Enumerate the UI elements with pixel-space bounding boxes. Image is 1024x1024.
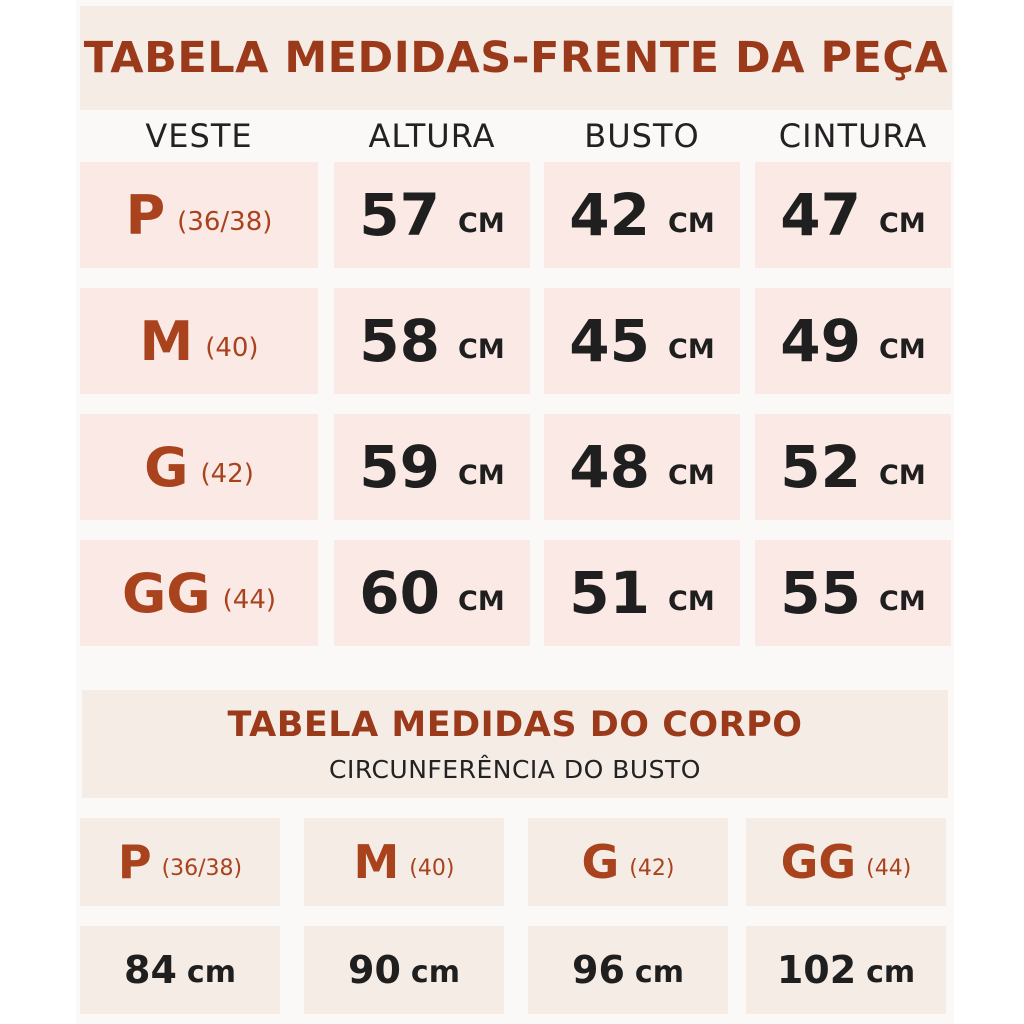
- measure-unit: CM: [668, 207, 715, 239]
- size-cell-gg: [80, 540, 318, 646]
- measure-value: 45: [569, 307, 651, 375]
- body-value-cell-gg: [746, 926, 946, 1014]
- body-size-cell-m: [304, 818, 504, 906]
- measure-value: 55: [780, 559, 862, 627]
- size-letter: G: [581, 835, 620, 889]
- size-letter: M: [353, 835, 400, 889]
- measure-unit: CM: [668, 333, 715, 365]
- size-cell-g: [80, 414, 318, 520]
- body-size-cell-gg: [746, 818, 946, 906]
- measure-value: 60: [359, 559, 441, 627]
- busto-cell-p: [544, 162, 740, 268]
- measure-unit: CM: [458, 585, 505, 617]
- body-table-header: [82, 690, 948, 798]
- size-letter: P: [117, 835, 152, 889]
- measure-unit: CM: [879, 585, 926, 617]
- column-header-veste: VESTE: [145, 117, 253, 155]
- body-value-cell-p: [80, 926, 280, 1014]
- measure-unit: CM: [458, 333, 505, 365]
- size-number: (36/38): [161, 855, 243, 881]
- cintura-cell-p: [755, 162, 951, 268]
- body-table-title: TABELA MEDIDAS DO CORPO: [227, 704, 803, 745]
- measure-value: 59: [359, 433, 441, 501]
- garment-table-title: TABELA MEDIDAS-FRENTE DA PEÇA: [83, 33, 949, 83]
- size-letter: M: [139, 309, 194, 373]
- altura-cell-gg: [334, 540, 530, 646]
- size-letter: GG: [780, 835, 857, 889]
- altura-cell-p: [334, 162, 530, 268]
- measure-value: 42: [569, 181, 651, 249]
- measure-unit: CM: [668, 585, 715, 617]
- body-value-cell-g: [528, 926, 728, 1014]
- garment-table-header: [80, 6, 952, 110]
- body-size-cell-g: [528, 818, 728, 906]
- measure-unit: CM: [879, 207, 926, 239]
- measure-value: 57: [359, 181, 441, 249]
- body-table-subtitle: CIRCUNFERÊNCIA DO BUSTO: [329, 754, 701, 784]
- altura-cell-m: [334, 288, 530, 394]
- size-letter: GG: [121, 561, 211, 625]
- measure-unit: cm: [866, 954, 916, 990]
- size-number: (42): [629, 855, 675, 881]
- column-header-cintura: CINTURA: [778, 117, 928, 155]
- busto-cell-m: [544, 288, 740, 394]
- size-letter: P: [125, 183, 166, 247]
- measure-unit: cm: [410, 954, 460, 990]
- size-number: (44): [222, 585, 277, 615]
- measure-value: 96: [572, 948, 625, 992]
- measure-value: 102: [776, 948, 857, 992]
- body-size-cell-p: [80, 818, 280, 906]
- altura-cell-g: [334, 414, 530, 520]
- size-cell-p: [80, 162, 318, 268]
- measure-value: 48: [569, 433, 651, 501]
- measure-unit: CM: [879, 459, 926, 491]
- measure-unit: CM: [668, 459, 715, 491]
- cintura-cell-g: [755, 414, 951, 520]
- measure-value: 90: [348, 948, 401, 992]
- measure-unit: cm: [634, 954, 684, 990]
- size-number: (44): [866, 855, 912, 881]
- measure-value: 58: [359, 307, 441, 375]
- busto-cell-g: [544, 414, 740, 520]
- measure-unit: cm: [186, 954, 236, 990]
- measure-unit: CM: [879, 333, 926, 365]
- measure-value: 49: [780, 307, 862, 375]
- column-header-altura: ALTURA: [368, 117, 496, 155]
- cintura-cell-gg: [755, 540, 951, 646]
- cintura-cell-m: [755, 288, 951, 394]
- size-letter: G: [144, 435, 189, 499]
- measure-unit: CM: [458, 207, 505, 239]
- size-number: (40): [409, 855, 455, 881]
- measure-value: 52: [780, 433, 862, 501]
- body-value-cell-m: [304, 926, 504, 1014]
- size-number: (40): [205, 333, 259, 363]
- size-number: (42): [200, 459, 254, 489]
- size-number: (36/38): [177, 207, 273, 237]
- measure-value: 84: [124, 948, 177, 992]
- measure-value: 47: [780, 181, 862, 249]
- measure-value: 51: [569, 559, 651, 627]
- size-cell-m: [80, 288, 318, 394]
- measure-unit: CM: [458, 459, 505, 491]
- column-header-busto: BUSTO: [584, 117, 700, 155]
- busto-cell-gg: [544, 540, 740, 646]
